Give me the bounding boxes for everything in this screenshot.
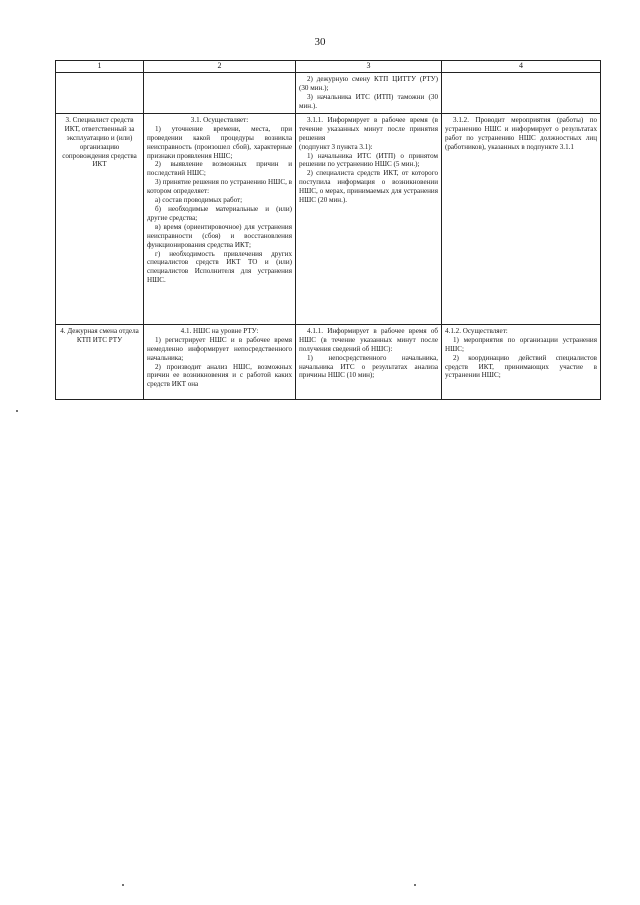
- column-header-2: 2: [144, 61, 296, 73]
- column-header-1: 1: [56, 61, 144, 73]
- text-line: 2) специалиста средств ИКТ, от которого поступила информация о возникновении НШС, о мерах, принимаемых для устранения НШС (20 мин.).: [299, 169, 438, 205]
- table-row-duty-shift: [56, 324, 601, 399]
- cell-row0-col4: [442, 72, 601, 113]
- text-line: 3.1.2. Проводит мероприятия (работы) по устранению НШС и информирует о результатах работ по устранению НШС должностных лиц (работников), указанных в подпункте 3.1.1: [445, 115, 597, 151]
- column-header-3: 3: [296, 61, 442, 73]
- cell-row2-col3: [296, 324, 442, 399]
- text-line: 3) начальника ИТС (ИТП) таможни (30 мин.).: [299, 92, 438, 110]
- text-line: 1) мероприятия по организации устранения НШС;: [445, 335, 597, 353]
- text-line: 1) начальника ИТС (ИТП) о принятом решении по устранению НШС (5 мин.);: [299, 151, 438, 169]
- table-row-specialist: [56, 113, 601, 324]
- scan-speck: [122, 884, 124, 886]
- role-label: 4. Дежурная смена отдела КТП ИТС РТУ: [60, 326, 139, 344]
- table-row-continuation: [56, 72, 601, 113]
- text-line: 3.1.1. Информирует в рабочее время (в течение указанных минут после принятия решения: [299, 115, 438, 142]
- scan-speck: [16, 410, 18, 412]
- cell-row1-col4: [442, 113, 601, 324]
- text-line: 4.1.2. Осуществляет:: [445, 326, 508, 335]
- procedure-table: [55, 60, 601, 400]
- text-line: г) необходимость привлечения других специалистов средств ИКТ ТО и (или) специалистов Исполнителя для устранения НШС.: [147, 249, 292, 285]
- text-line: 2) дежурную смену КТП ЦИТТУ (РТУ) (30 мин.);: [299, 74, 438, 92]
- text-line: 4.1. НШС на уровне РТУ:: [180, 326, 259, 335]
- cell-row1-col1: [56, 113, 144, 324]
- text-line: 4.1.1. Информирует в рабочее время об НШС (в течение указанных минут после получения сведений об НШС):: [299, 326, 438, 353]
- cell-row2-col2: [144, 324, 296, 399]
- text-line: 1) уточнение времени, места, при проведении какой процедуры возникла неисправность (произошел сбой), характерные признаки проявления НШС;: [147, 124, 292, 160]
- text-line: б) необходимые материальные и (или) другие средства;: [147, 204, 292, 222]
- text-line: (подпункт 3 пункта 3.1):: [299, 142, 373, 151]
- role-label: 3. Специалист средств ИКТ, ответственный за эксплуатацию и (или) организацию сопровождения средства ИКТ: [62, 115, 137, 169]
- cell-row1-col3: [296, 113, 442, 324]
- cell-row0-col3: [296, 72, 442, 113]
- cell-row1-col2: [144, 113, 296, 324]
- scan-speck: [414, 884, 416, 886]
- text-line: 3.1. Осуществляет:: [190, 115, 249, 124]
- text-line: 1) регистрирует НШС и в рабочее время немедленно информирует непосредственного начальника;: [147, 335, 292, 362]
- cell-row0-col2: [144, 72, 296, 113]
- header-row: [56, 61, 601, 73]
- page-number: 30: [314, 36, 326, 48]
- cell-row2-col1: [56, 324, 144, 399]
- text-line: а) состав проводимых работ;: [155, 196, 243, 205]
- text-line: 2) координацию действий специалистов средств ИКТ, принимающих участие в устранении НШС;: [445, 353, 597, 380]
- text-line: в) время (ориентировочное) для устранения неисправности (сбоя) и восстановления функционирования средства ИКТ;: [147, 222, 292, 249]
- text-line: 2) производит анализ НШС, возможных причин ее возникновения и с работой каких средств ИКТ она: [147, 362, 292, 389]
- column-header-4: 4: [442, 61, 601, 73]
- cell-row0-col1: [56, 72, 144, 113]
- text-line: 2) выявление возможных причин и последствий НШС;: [147, 160, 292, 178]
- text-line: 3) принятие решения по устранению НШС, в котором определяет:: [147, 178, 292, 196]
- cell-row2-col4: [442, 324, 601, 399]
- text-line: 1) непосредственного начальника, начальника ИТС о результатах анализа причины НШС (10 мин);: [299, 353, 438, 380]
